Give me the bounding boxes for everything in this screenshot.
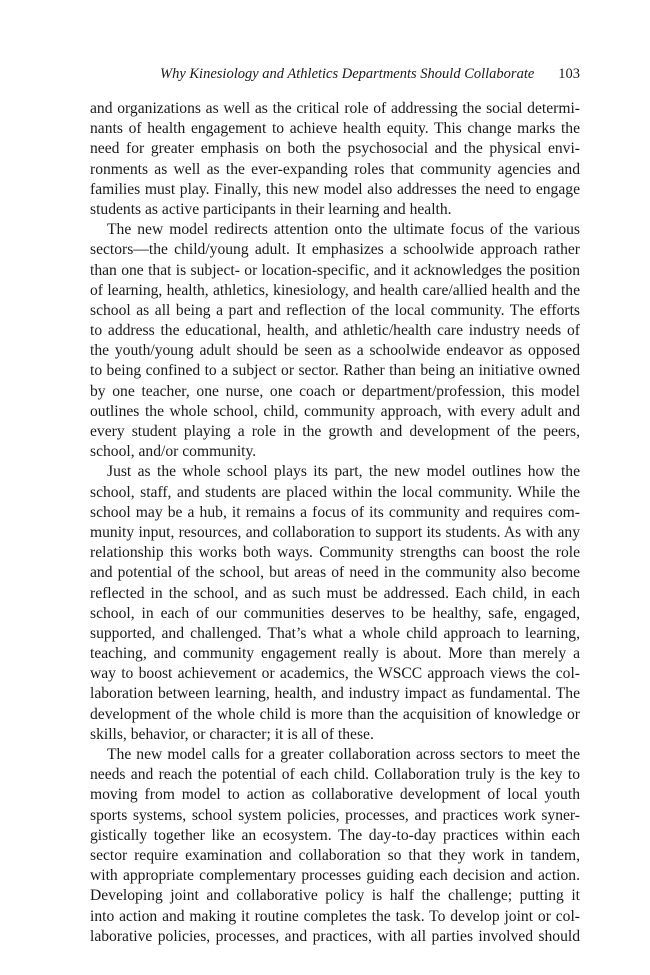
text-line: school, and/or community. xyxy=(90,443,257,461)
body-text xyxy=(90,99,580,947)
text-line: every student playing a role in the growth and development of the peers, xyxy=(90,423,580,440)
text-line: sports systems, school system policies, processes, and practices work syner- xyxy=(90,806,580,824)
text-line: The new model redirects attention onto the ultimate focus of the various xyxy=(107,221,580,239)
running-title: Why Kinesiology and Athletics Departments Should Collaborate xyxy=(160,66,535,82)
text-line: munity input, resources, and collaboration to support its students. As with any xyxy=(90,523,580,541)
text-line: gistically together like an ecosystem. The day-to-day practices within each xyxy=(90,826,580,844)
text-line: skills, behavior, or character; it is all of these. xyxy=(90,725,374,743)
text-line: way to boost achievement or academics, the WSCC approach views the col- xyxy=(90,665,580,683)
paragraph xyxy=(90,220,580,462)
text-line: of learning, health, athletics, kinesiology, and health care/allied health and the xyxy=(90,281,580,299)
text-line: the youth/young adult should be seen as a schoolwide endeavor as opposed xyxy=(90,342,580,360)
text-line: development of the whole child is more than the acquisition of knowledge or xyxy=(90,705,580,723)
text-line: supported, and challenged. That’s what a whole child approach to learning, xyxy=(90,624,580,642)
text-line: Just as the whole school plays its part, the new model outlines how the xyxy=(107,463,580,481)
text-line: Developing joint and collaborative policy is half the challenge; putting it xyxy=(90,887,580,905)
text-line: laborative policies, processes, and practices, with all parties involved should xyxy=(90,927,580,945)
paragraph xyxy=(90,462,580,745)
running-head xyxy=(90,66,580,88)
text-line: with appropriate complementary processes guiding each decision and action. xyxy=(90,867,580,885)
text-line: reflected in the school, and as such must be addressed. Each child, in each xyxy=(90,584,580,602)
text-line: moving from model to action as collaborative development of local youth xyxy=(90,786,580,804)
text-line: families must play. Finally, this new model also addresses the need to engage xyxy=(90,180,580,198)
text-line: to address the educational, health, and athletic/health care industry needs of xyxy=(90,322,580,340)
text-line: than one that is subject- or location-specific, and it acknowledges the position xyxy=(90,261,580,279)
text-line: The new model calls for a greater collaboration across sectors to meet the xyxy=(107,746,580,763)
text-line: school as all being a part and reflection of the local community. The efforts xyxy=(90,301,580,319)
text-line: to being confined to a subject or sector. Rather than being an initiative owned xyxy=(90,362,580,380)
text-line: outlines the whole school, child, community approach, with every adult and xyxy=(90,402,580,420)
text-line: school may be a hub, it remains a focus of its community and requires com- xyxy=(90,503,580,521)
paragraph xyxy=(90,99,580,220)
text-line: need for greater emphasis on both the psychosocial and the physical envi- xyxy=(90,140,580,158)
text-line: and potential of the school, but areas of need in the community also become xyxy=(90,564,580,582)
text-line: nants of health engagement to achieve health equity. This change marks the xyxy=(90,120,580,138)
text-line: sectors—the child/young adult. It emphasizes a schoolwide approach rather xyxy=(90,241,580,259)
text-line: laboration between learning, health, and industry impact as fundamental. The xyxy=(90,685,580,703)
text-line: into action and making it routine completes the task. To develop joint or col- xyxy=(90,907,580,925)
text-line: and organizations as well as the critical role of addressing the social determi- xyxy=(90,100,580,117)
text-line: students as active participants in their learning and health. xyxy=(90,200,452,218)
text-line: sector require examination and collaboration so that they work in tandem, xyxy=(90,846,580,864)
text-line: by one teacher, one nurse, one coach or department/profession, this model xyxy=(90,382,580,400)
text-line: needs and reach the potential of each child. Collaboration truly is the key to xyxy=(90,766,580,784)
paragraph xyxy=(90,745,580,947)
text-line: teaching, and community engagement really is about. More than merely a xyxy=(90,645,580,663)
text-line: ronments as well as the ever-expanding roles that community agencies and xyxy=(90,160,580,178)
text-line: school, staff, and students are placed within the local community. While the xyxy=(90,483,580,501)
text-line: school, in each of our communities deserves to be healthy, safe, engaged, xyxy=(90,604,580,622)
page-number: 103 xyxy=(558,66,580,82)
text-line: relationship this works both ways. Community strengths can boost the role xyxy=(90,544,580,562)
